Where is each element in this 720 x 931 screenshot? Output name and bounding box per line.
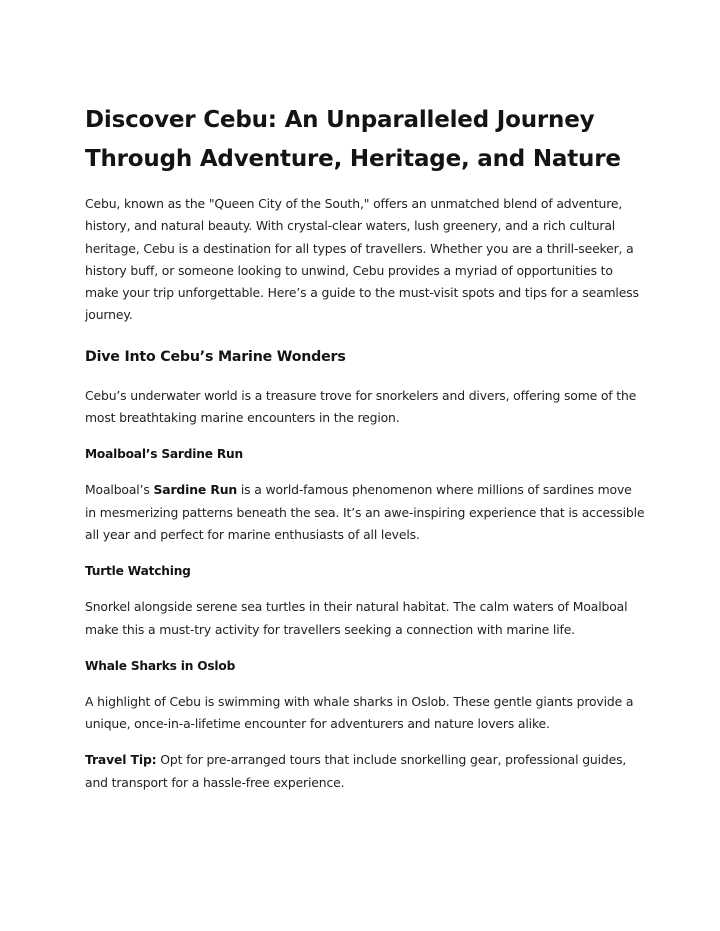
subsection-heading-sardine-run: Moalboal’s Sardine Run: [85, 447, 243, 462]
subsection-heading-turtle-watching: Turtle Watching: [85, 564, 191, 579]
title-line-2: Through Adventure, Heritage, and Nature: [85, 146, 621, 172]
intro-paragraph: Cebu, known as the "Queen City of the South," offers an unmatched blend of adventure, history, and natural beauty. With crystal-clear waters, lush greenery, and a rich cultural heritage, Cebu is a destination for all types of travellers. Whether you are a thrill-seeker, a history buff, or someone looking to unwind, Cebu provides a myriad of opportunities to make your trip unforgettable. Here’s a guide to the must-visit spots and tips for a seamless journey.: [85, 196, 639, 323]
page-title: [85, 101, 645, 179]
document-page: [85, 101, 645, 794]
section-heading: Dive Into Cebu’s Marine Wonders: [85, 348, 346, 365]
sardine-run-text-end: is a world-famous phenomenon where millions of sardines move in mesmerizing patterns beneath the sea. It’s an awe-inspiring experience that is accessible all year and perfect for marine enthusiasts of all levels.: [85, 482, 645, 542]
travel-tip-paragraph: [85, 749, 645, 794]
subsection-heading-whale-sharks: Whale Sharks in Oslob: [85, 658, 236, 673]
whale-sharks-paragraph: A highlight of Cebu is swimming with whale sharks in Oslob. These gentle giants provide a unique, once-in-a-lifetime encounter for adventurers and nature lovers alike.: [85, 693, 634, 732]
section-intro-paragraph: Cebu’s underwater world is a treasure trove for snorkelers and divers, offering some of the most breathtaking marine encounters in the region.: [85, 387, 637, 426]
sardine-run-bold-term: Sardine Run: [153, 482, 238, 498]
travel-tip-label: Travel Tip:: [85, 752, 157, 768]
title-line-1: Discover Cebu: An Unparalleled Journey: [85, 107, 595, 133]
sardine-run-text-start: Moalboal’s: [85, 482, 154, 498]
turtle-watching-paragraph: Snorkel alongside serene sea turtles in their natural habitat. The calm waters of Moalboal make this a must-try activity for travellers seeking a connection with marine life.: [85, 599, 628, 637]
sardine-run-paragraph: [85, 479, 645, 546]
travel-tip-text: Opt for pre-arranged tours that include snorkelling gear, professional guides, and transport for a hassle-free experience.: [85, 752, 627, 790]
